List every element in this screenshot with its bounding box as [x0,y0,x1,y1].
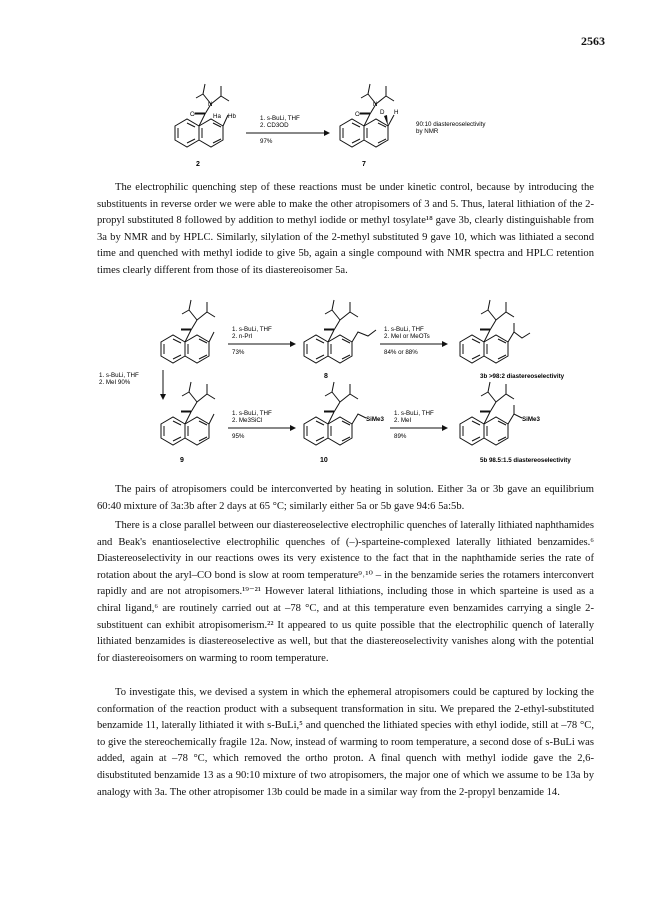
hb-label: Hb [228,113,236,120]
compound-10-label: 10 [320,457,328,464]
paragraph-1: The electrophilic quenching step of these reactions must be under kinetic control, because by introducing the substituents in reverse order we were able to make the other atropisomers of 3 and 5. Thus, lateral lithiation of the 2-propyl substituted 8 followed by addition to methyl iodide or methyl tosylate¹⁸ gave 3b, clearly distinguishable from 3a by NMR and by HPLC. Similarly, silylation of the 2-methyl substituted 9 gave 10, which was lithiated a second time and quenched with methyl iodide to give 5b, again a single compound with NMR spectra and HPLC retention times clearly different from those of its diastereoisomer 5a. [97,182,594,276]
page-number: 2563 [581,34,605,48]
compound-9-top-structure [161,300,215,363]
down-r1: 1. s-BuLi, THF [99,372,139,379]
bot-step1-r2: 2. Me3SiCl [232,417,263,424]
compound-9-label: 9 [180,457,184,464]
d-label: D [380,109,385,116]
paragraph-2: The pairs of atropisomers could be interconverted by heating in solution. Either 3a or 3b gave an equilibrium 60:40 mixture of 3a:3b after 2 days at 65 °C; similarly either 5a or 5b gave 94:6 5a:5b. [97,484,594,512]
ha-label: Ha [213,113,221,120]
bot-step2-yield: 89% [394,433,407,440]
sime3-label: SiMe3 [366,416,384,423]
compound-7-structure [340,84,394,147]
scheme1-result-1: 90:10 diastereoselectivity [416,121,486,128]
scheme1-yield: 97% [260,138,273,145]
compound-2-label: 2 [196,161,200,168]
top-step2-r1: 1. s-BuLi, THF [384,326,424,333]
bot-step2-r1: 1. s-BuLi, THF [394,410,434,417]
n-atom: N [208,101,213,108]
h-label: H [394,109,399,116]
sime3-label: SiMe3 [522,416,540,423]
paragraph-3: There is a close parallel between our diastereoselective electrophilic quenches of laterally lithiated naphthamides and Beak's enantioselective electrophilic quenches of (–)-sparteine-complexed laterally lithiated benzamides.⁶ Diastereoselectivity in our reactions owes its very existence to the fact that in the naphthamide series the rate of rotation about the aryl–CO bond is slow at room temperature⁹˒¹⁰ – in the benzamide series the rotamers interconvert rapidly and are not atropisomers.¹⁹⁻²¹ However lateral lithiations, including those in which sparteine is used as a chiral ligand,⁶ are routinely carried out at –78 °C, and at this temperature even benzamides carrying a single 2-substituent can exhibit atropisomerism.²² It appeared to us quite possible that the electrophilic quench of laterally lithiated benzamides is diastereoselective as well, but that the diastereoselectivity vanishes along with the potential for diastereoisomers on warming to room temperature. [97,520,594,664]
top-step2-r2: 2. MeI or MeOTs [384,333,430,340]
scheme-1 [0,0,671,200]
bottom-result: 5b 98.5:1.5 diastereoselectivity [480,457,571,464]
scheme-2 [0,290,671,470]
compound-3b-structure [460,300,530,363]
compound-8-label: 8 [324,373,328,380]
paragraph-4: To investigate this, we devised a system in which the ephemeral atropisomers could be captured by locking the conformation of the reaction product with a subsequent transformation in situ. We prepared the 2-ethyl-substituted benzamide 11, laterally lithiated it with s-BuLi,⁵ and quenched the lithiated species with ethyl iodide, still at –78 °C, to give the stereochemically fragile 12a. Now, instead of warming to room temperature, a second dose of s-BuLi was added, again at –78 °C, which removed the ortho proton. A final quench with methyl iodide gave the 2,6-disubstituted benzamide 13 as a 90:10 mixture of two atropisomers, the major one of which we assume to be 13a by analogy with 3a. The other atropisomer 13b could be made in a similar way from the 2-propyl benzamide 14. [97,687,594,798]
o-atom: O [190,111,195,118]
bot-step1-yield: 95% [232,433,245,440]
scheme1-reagent-1: 1. s-BuLi, THF [260,115,300,122]
top-step1-r1: 1. s-BuLi, THF [232,326,272,333]
compound-8-structure [304,300,376,363]
compound-7-label: 7 [362,161,366,168]
top-step2-yield: 84% or 88% [384,349,418,356]
bot-step2-r2: 2. MeI [394,417,412,424]
scheme1-result-2: by NMR [416,128,439,135]
o-atom: O [355,111,360,118]
n-atom: N [373,101,378,108]
compound-10-structure [304,382,366,445]
bot-step1-r1: 1. s-BuLi, THF [232,410,272,417]
top-step1-r2: 2. n-PrI [232,333,253,340]
compound-5b-structure [460,382,522,445]
compound-9-structure [161,382,215,445]
top-result: 3b >98:2 diastereoselectivity [480,373,565,380]
down-r2: 2. MeI 90% [99,379,131,386]
top-step1-yield: 73% [232,349,245,356]
scheme1-reagent-2: 2. CD3OD [260,122,289,129]
